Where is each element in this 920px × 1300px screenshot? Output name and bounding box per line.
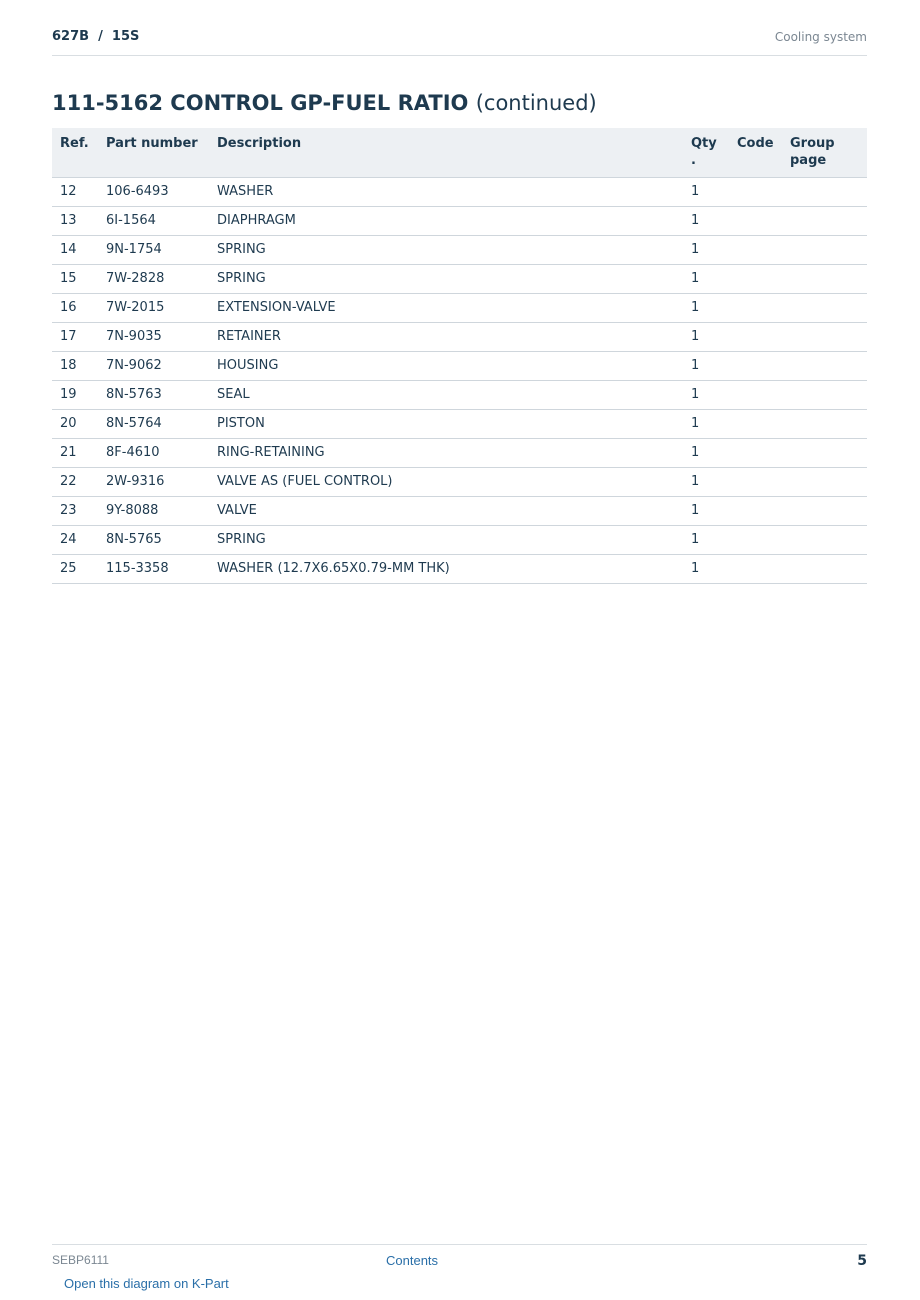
table-row: [52, 468, 867, 497]
row-part-number: 106-6493: [98, 178, 209, 207]
row-ref: 21: [52, 439, 98, 468]
row-description: WASHER: [209, 178, 683, 207]
row-part-number: 7W-2015: [98, 294, 209, 323]
contents-link[interactable]: Contents: [386, 1253, 439, 1268]
row-code: [729, 410, 782, 439]
row-ref: 16: [52, 294, 98, 323]
row-description: SPRING: [209, 236, 683, 265]
row-code: [729, 294, 782, 323]
row-part-number: 9N-1754: [98, 236, 209, 265]
parts-table-body: [52, 178, 867, 584]
row-qty: 1: [683, 352, 729, 381]
row-description: PISTON: [209, 410, 683, 439]
table-row: [52, 410, 867, 439]
row-code: [729, 468, 782, 497]
row-group-page: [782, 294, 867, 323]
table-row: [52, 323, 867, 352]
row-code: [729, 555, 782, 584]
table-row: [52, 178, 867, 207]
header-row: [52, 128, 867, 178]
row-group-page: [782, 497, 867, 526]
parts-table-header: [52, 128, 867, 178]
row-description: EXTENSION-VALVE: [209, 294, 683, 323]
row-qty: 1: [683, 207, 729, 236]
row-code: [729, 526, 782, 555]
column-header-group-page: Group page: [782, 128, 867, 178]
row-code: [729, 207, 782, 236]
table-row: [52, 526, 867, 555]
row-ref: 15: [52, 265, 98, 294]
row-group-page: [782, 468, 867, 497]
column-header-description: Description: [209, 128, 683, 178]
row-description: SEAL: [209, 381, 683, 410]
row-description: DIAPHRAGM: [209, 207, 683, 236]
row-description: VALVE AS (FUEL CONTROL): [209, 468, 683, 497]
row-ref: 17: [52, 323, 98, 352]
row-part-number: 9Y-8088: [98, 497, 209, 526]
row-description: SPRING: [209, 265, 683, 294]
table-row: [52, 265, 867, 294]
row-qty: 1: [683, 178, 729, 207]
column-header-ref: Ref.: [52, 128, 98, 178]
row-group-page: [782, 207, 867, 236]
row-qty: 1: [683, 236, 729, 265]
title-suffix: (continued): [475, 91, 597, 115]
row-ref: 13: [52, 207, 98, 236]
title-main: 111-5162 CONTROL GP-FUEL RATIO: [52, 91, 469, 115]
row-code: [729, 381, 782, 410]
document-id: SEBP6111: [52, 1253, 109, 1267]
page-number: 5: [857, 1253, 867, 1269]
row-group-page: [782, 236, 867, 265]
row-ref: 23: [52, 497, 98, 526]
row-description: VALVE: [209, 497, 683, 526]
row-description: SPRING: [209, 526, 683, 555]
row-part-number: 7W-2828: [98, 265, 209, 294]
row-qty: 1: [683, 381, 729, 410]
row-code: [729, 439, 782, 468]
row-group-page: [782, 381, 867, 410]
table-row: [52, 236, 867, 265]
row-part-number: 6I-1564: [98, 207, 209, 236]
row-part-number: 8N-5765: [98, 526, 209, 555]
row-qty: 1: [683, 323, 729, 352]
table-row: [52, 352, 867, 381]
row-ref: 22: [52, 468, 98, 497]
section-name: Cooling system: [774, 30, 867, 44]
row-description: RETAINER: [209, 323, 683, 352]
table-row: [52, 439, 867, 468]
column-header-code: Code: [729, 128, 782, 178]
row-ref: 25: [52, 555, 98, 584]
model-label: 627B / 15S: [52, 29, 140, 44]
table-row: [52, 555, 867, 584]
row-description: HOUSING: [209, 352, 683, 381]
row-qty: 1: [683, 294, 729, 323]
table-row: [52, 207, 867, 236]
row-code: [729, 323, 782, 352]
row-part-number: 115-3358: [98, 555, 209, 584]
row-qty: 1: [683, 497, 729, 526]
row-ref: 24: [52, 526, 98, 555]
row-ref: 19: [52, 381, 98, 410]
page-footer: [52, 1244, 867, 1295]
table-row: [52, 294, 867, 323]
row-ref: 12: [52, 178, 98, 207]
page-header: [52, 28, 867, 56]
row-part-number: 7N-9062: [98, 352, 209, 381]
row-qty: 1: [683, 526, 729, 555]
row-part-number: 7N-9035: [98, 323, 209, 352]
row-qty: 1: [683, 439, 729, 468]
row-description: WASHER (12.7X6.65X0.79-MM THK): [209, 555, 683, 584]
row-group-page: [782, 526, 867, 555]
row-part-number: 2W-9316: [98, 468, 209, 497]
row-group-page: [782, 323, 867, 352]
row-ref: 20: [52, 410, 98, 439]
row-qty: 1: [683, 410, 729, 439]
row-group-page: [782, 439, 867, 468]
row-qty: 1: [683, 265, 729, 294]
row-ref: 18: [52, 352, 98, 381]
row-part-number: 8N-5764: [98, 410, 209, 439]
row-group-page: [782, 410, 867, 439]
row-group-page: [782, 265, 867, 294]
row-group-page: [782, 555, 867, 584]
row-description: RING-RETAINING: [209, 439, 683, 468]
column-header-part-number: Part number: [98, 128, 209, 178]
parts-table: [52, 128, 867, 584]
open-kpart-link[interactable]: Open this diagram on K-Part: [64, 1276, 229, 1291]
row-group-page: [782, 178, 867, 207]
row-code: [729, 352, 782, 381]
row-part-number: 8F-4610: [98, 439, 209, 468]
column-header-qty: Qty .: [683, 128, 729, 178]
row-code: [729, 178, 782, 207]
row-part-number: 8N-5763: [98, 381, 209, 410]
page-title: [52, 89, 597, 117]
row-code: [729, 236, 782, 265]
row-code: [729, 497, 782, 526]
row-group-page: [782, 352, 867, 381]
row-qty: 1: [683, 555, 729, 584]
row-code: [729, 265, 782, 294]
table-row: [52, 497, 867, 526]
row-ref: 14: [52, 236, 98, 265]
row-qty: 1: [683, 468, 729, 497]
table-row: [52, 381, 867, 410]
